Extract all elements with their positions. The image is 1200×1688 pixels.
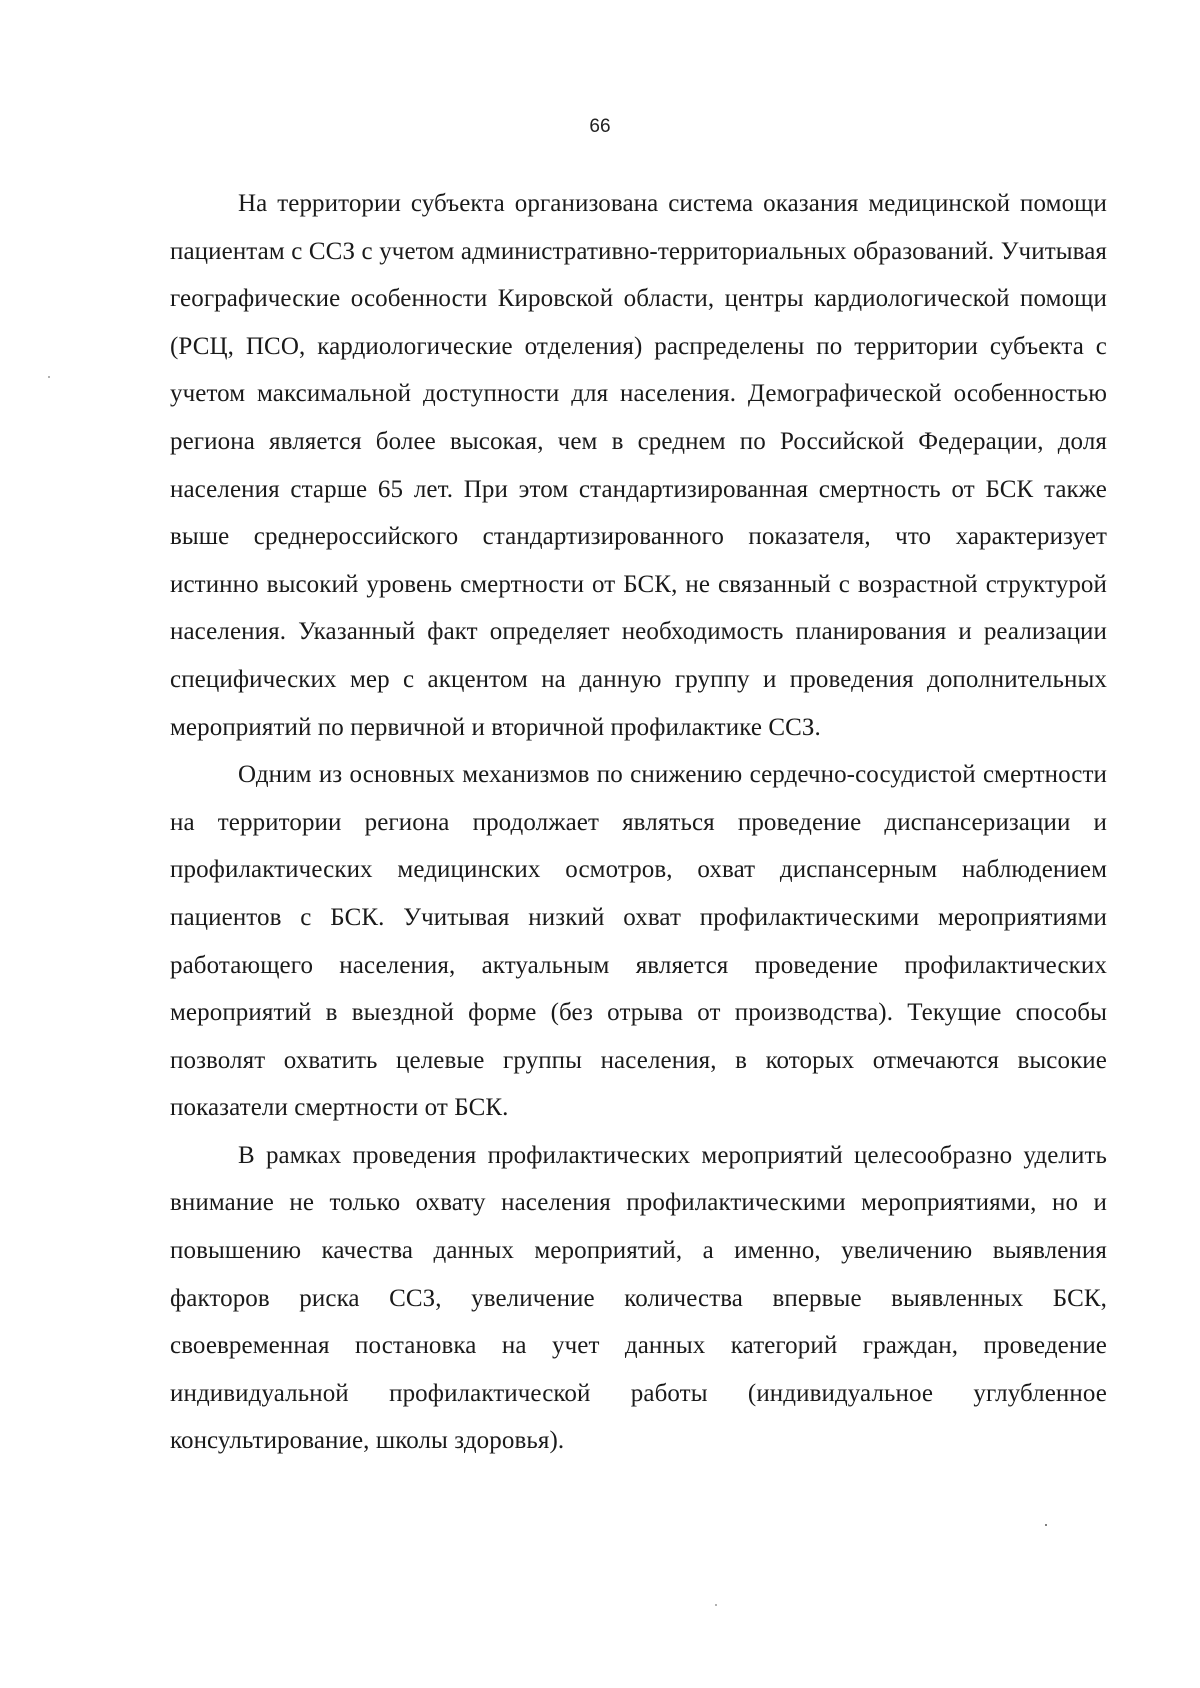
page-number: 66 (589, 116, 611, 137)
paragraph-1: На территории субъекта организована система оказания медицинской помощи пациентам с ССЗ с учетом административно-территориальных образований. Учитывая географические особенности Кировской области, центры кардиологической помощи (РСЦ, ПСО, кардиологические отделения) распределены по территории субъекта с учетом максимальной доступности для населения. Демографической особенностью региона является более высокая, чем в среднем по Российской Федерации, доля населения старше 65 лет. При этом стандартизированная смертность от БСК также выше среднероссийского стандартизированного показателя, что характеризует истинно высокий уровень смертности от БСК, не связанный с возрастной структурой населения. Указанный факт определяет необходимость планирования и реализации специфических мер с акцентом на данную группу и проведения дополнительных мероприятий по первичной и вторичной профилактике ССЗ. (170, 190, 1107, 741)
scan-speck (48, 376, 50, 378)
body-text (170, 180, 1107, 1465)
paragraph-3: В рамках проведения профилактических мероприятий целесообразно уделить внимание не только охвату населения профилактическими мероприятиями, но и повышению качества данных мероприятий, а именно, увеличению выявления факторов риска ССЗ, увеличение количества впервые выявленных БСК, своевременная постановка на учет данных категорий граждан, проведение индивидуальной профилактической работы (индивидуальное углубленное консультирование, школы здоровья). (170, 1141, 1107, 1455)
scan-speck (715, 1604, 717, 1606)
scan-speck (1045, 1524, 1047, 1526)
paragraph-2: Одним из основных механизмов по снижению сердечно-сосудистой смертности на территории региона продолжает являться проведение диспансеризации и профилактических медицинских осмотров, охват диспансерным наблюдением пациентов с БСК. Учитывая низкий охват профилактическими мероприятиями работающего населения, актуальным является проведение профилактических мероприятий в выездной форме (без отрыва от производства). Текущие способы позволят охватить целевые группы населения, в которых отмечаются высокие показатели смертности от БСК. (170, 761, 1107, 1122)
